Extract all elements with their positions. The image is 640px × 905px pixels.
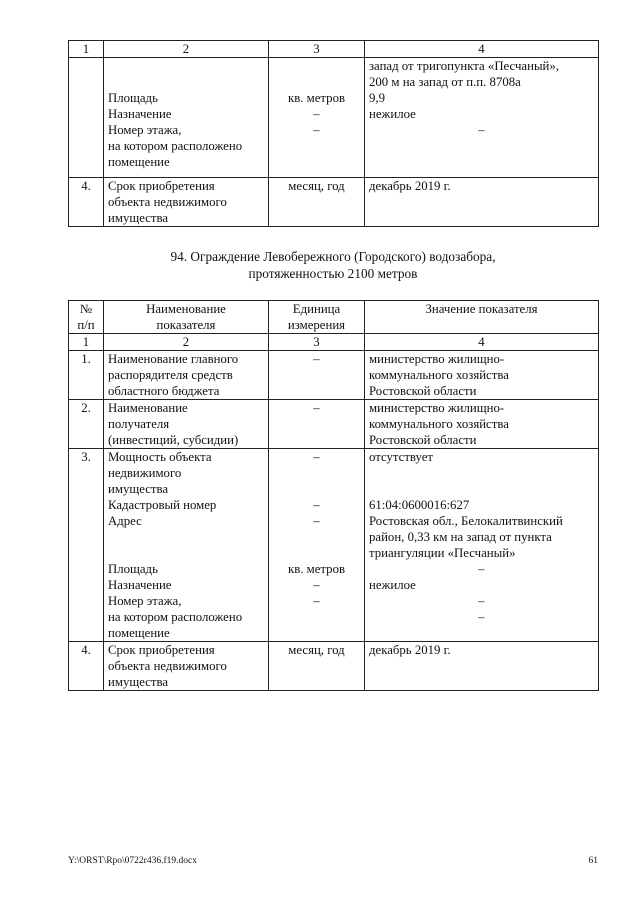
unit-area: кв. метров <box>287 91 346 105</box>
col-number-2: 2 <box>104 41 269 58</box>
section-title-line2: протяженностью 2100 метров <box>248 266 418 281</box>
table-object-94 <box>68 300 599 691</box>
value-cell <box>365 58 599 178</box>
label-capacity-line2: недвижимого <box>108 466 182 480</box>
value-purpose: нежилое <box>369 107 416 121</box>
table-continuation <box>68 40 599 227</box>
unit-cell <box>269 58 365 178</box>
col-number-4: 4 <box>365 334 599 351</box>
table-row <box>69 58 599 178</box>
label-line: распорядителя средств <box>108 368 233 382</box>
row-number: 2. <box>69 400 104 449</box>
row-number: 4. <box>69 178 104 227</box>
label-acquisition-line3: имущества <box>108 211 169 225</box>
table-number-row <box>69 334 599 351</box>
value-line: коммунального хозяйства <box>369 417 509 431</box>
col-number-1: 1 <box>69 41 104 58</box>
value-area: 9,9 <box>369 91 385 105</box>
label-capacity-line3: имущества <box>108 482 169 496</box>
label-acquisition-line3: имущества <box>108 675 169 689</box>
value-line: министерство жилищно- <box>369 401 505 415</box>
value-floor-line2: – <box>478 610 485 624</box>
indicator-cell <box>104 642 269 691</box>
page-number: 61 <box>588 856 598 866</box>
table-row <box>69 351 599 400</box>
label-acquisition: Срок приобретения <box>108 643 215 657</box>
table-number-row <box>69 41 599 58</box>
value-cell: декабрь 2019 г. <box>365 642 599 691</box>
table-row <box>69 400 599 449</box>
value-address-line2: 200 м на запад от п.п. 8708а <box>369 75 521 89</box>
label-line: областного бюджета <box>108 384 220 398</box>
unit-area: кв. метров <box>287 562 346 576</box>
label-capacity: Мощность объекта <box>108 450 212 464</box>
table-row <box>69 178 599 227</box>
header-unit <box>269 301 365 334</box>
label-floor: Номер этажа, <box>108 594 182 608</box>
unit-cadastral: – <box>313 498 320 512</box>
value-cadastral: 61:04:0600016:627 <box>369 498 470 512</box>
label-floor-line3: помещение <box>108 626 170 640</box>
value-cell <box>365 400 599 449</box>
table-row <box>69 642 599 691</box>
label-floor-line2: на котором расположено <box>108 139 243 153</box>
label-line: Наименование <box>108 401 188 415</box>
unit-purpose: – <box>313 107 320 121</box>
col-number-3: 3 <box>269 334 365 351</box>
unit-floor: – <box>313 123 320 137</box>
unit-capacity: – <box>313 450 320 464</box>
unit-address: – <box>313 514 320 528</box>
value-line: министерство жилищно- <box>369 352 505 366</box>
label-acquisition-line2: объекта недвижимого <box>108 659 227 673</box>
header-num-line2: п/п <box>77 318 95 332</box>
header-num <box>69 301 104 334</box>
value-floor: – <box>478 123 485 137</box>
label-area: Площадь <box>108 562 158 576</box>
label-purpose: Назначение <box>108 578 172 592</box>
value-line: Ростовской области <box>369 433 477 447</box>
indicator-cell <box>104 178 269 227</box>
header-value: Значение показателя <box>365 301 599 334</box>
value-area: – <box>478 562 485 576</box>
row-number: 1. <box>69 351 104 400</box>
row-number: 3. <box>69 449 104 642</box>
unit-cell: месяц, год <box>269 178 365 227</box>
value-line: Ростовской области <box>369 384 477 398</box>
label-line: (инвестиций, субсидии) <box>108 433 239 447</box>
section-title <box>68 248 598 282</box>
header-name <box>104 301 269 334</box>
label-floor-line3: помещение <box>108 155 170 169</box>
col-number-3: 3 <box>269 41 365 58</box>
label-line: получателя <box>108 417 170 431</box>
unit-cell: – <box>269 351 365 400</box>
header-name-line1: Наименование <box>146 302 226 316</box>
unit-purpose: – <box>313 578 320 592</box>
value-line: коммунального хозяйства <box>369 368 509 382</box>
value-address-line2: район, 0,33 км на запад от пункта <box>369 530 552 544</box>
value-cell: декабрь 2019 г. <box>365 178 599 227</box>
label-purpose: Назначение <box>108 107 172 121</box>
indicator-cell <box>104 58 269 178</box>
section-title-line1: 94. Ограждение Левобережного (Городского) водозабора, <box>170 249 496 264</box>
indicator-cell <box>104 400 269 449</box>
header-unit-line2: измерения <box>287 318 346 332</box>
row-number-cell <box>69 58 104 178</box>
col-number-2: 2 <box>104 334 269 351</box>
header-name-line2: показателя <box>156 318 216 332</box>
table-header-row <box>69 301 599 334</box>
indicator-cell <box>104 351 269 400</box>
label-acquisition-line2: объекта недвижимого <box>108 195 227 209</box>
label-floor-line2: на котором расположено <box>108 610 243 624</box>
unit-cell <box>269 449 365 642</box>
row-number: 4. <box>69 642 104 691</box>
col-number-1: 1 <box>69 334 104 351</box>
value-address-line1: Ростовская обл., Белокалитвинский <box>369 514 563 528</box>
value-floor: – <box>478 594 485 608</box>
unit-floor: – <box>313 594 320 608</box>
value-purpose: нежилое <box>369 578 416 592</box>
label-area: Площадь <box>108 91 158 105</box>
header-num-line1: № <box>79 302 93 316</box>
value-cell <box>365 351 599 400</box>
label-cadastral: Кадастровый номер <box>108 498 217 512</box>
table-row <box>69 449 599 642</box>
col-number-4: 4 <box>365 41 599 58</box>
value-address-line1: запад от тригопункта «Песчаный», <box>369 59 559 73</box>
value-cell <box>365 449 599 642</box>
label-floor: Номер этажа, <box>108 123 182 137</box>
header-unit-line1: Единица <box>292 302 341 316</box>
unit-cell: – <box>269 400 365 449</box>
value-capacity: отсутствует <box>369 450 434 464</box>
label-acquisition: Срок приобретения <box>108 179 215 193</box>
label-address: Адрес <box>108 514 142 528</box>
label-line: Наименование главного <box>108 352 239 366</box>
footer-file-path: Y:\ORST\Rpo\0722r436.f19.docx <box>68 856 197 866</box>
indicator-cell <box>104 449 269 642</box>
unit-cell: месяц, год <box>269 642 365 691</box>
value-address-line3: триангуляции «Песчаный» <box>369 546 516 560</box>
